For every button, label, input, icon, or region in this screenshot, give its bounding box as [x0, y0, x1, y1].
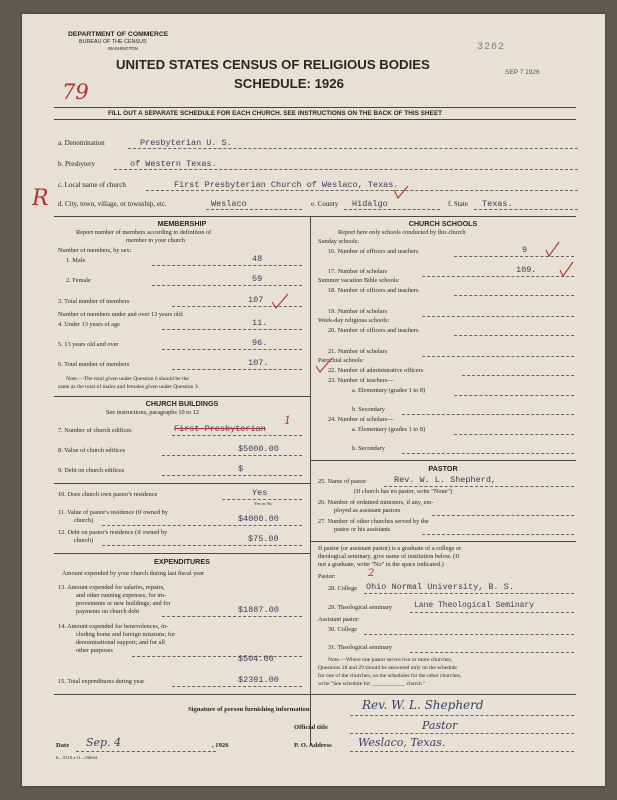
- received-stamp-number: 3262: [477, 42, 506, 53]
- bureau-name: BUREAU OF THE CENSUS: [79, 39, 147, 45]
- presbytery-value[interactable]: of Western Texas.: [130, 159, 217, 169]
- q13-label-1: 13. Amount expended for salaries, repairs,: [58, 584, 165, 591]
- q3-total-value[interactable]: 107: [248, 295, 264, 305]
- form-code: 6—5518 a 11—9664d: [56, 755, 97, 760]
- q2-female-value[interactable]: 59: [252, 274, 263, 284]
- pastor-red-mark: 2: [368, 568, 375, 579]
- q9-debt-value[interactable]: $: [238, 464, 244, 474]
- city-label: d. City, town, village, or township, etc.: [58, 200, 167, 208]
- red-check-marks: [22, 14, 605, 786]
- q6-total-label: 6. Total number of members: [58, 361, 130, 368]
- official-title-value[interactable]: Pastor: [422, 719, 458, 732]
- q25-label: 25. Name of pastor: [318, 478, 367, 485]
- sunday-schools-label: Sunday schools:: [318, 238, 360, 245]
- po-address-label: P. O. Address: [294, 742, 332, 749]
- q12-value[interactable]: $75.00: [248, 534, 279, 544]
- pastor-note-4: write "See schedule for ____________ church.": [318, 681, 426, 687]
- q7-edifices-label: 7. Number of church edifices: [58, 427, 132, 434]
- official-title-label: Official title: [294, 724, 328, 731]
- q13-label-4: payments on church debt: [76, 608, 140, 615]
- q5-over-13-value[interactable]: 96.: [252, 338, 268, 348]
- red-reference-number: 79: [62, 80, 89, 104]
- q8-value-label: 8. Value of church edifices: [58, 447, 126, 454]
- q5-over-13-label: 5. 13 years old and over: [58, 341, 119, 348]
- signature-value[interactable]: Rev. W. L. Shepherd: [362, 698, 484, 712]
- q16-value[interactable]: 9: [522, 245, 528, 255]
- q10-residence-value[interactable]: Yes: [252, 488, 268, 498]
- q11-label-2: church): [74, 517, 94, 524]
- signature-label: Signature of person furnishing information: [188, 706, 310, 713]
- check-mark-scholars: [560, 262, 573, 276]
- date-year: , 1926: [212, 742, 229, 749]
- assistant-pastor-label: Assistant pastor:: [318, 616, 360, 623]
- q4-under-13-label: 4. Under 13 years of age: [58, 321, 120, 328]
- q23-label: 23. Number of teachers—: [328, 377, 394, 384]
- q24b-label: b. Secondary: [352, 445, 385, 452]
- q28-value[interactable]: Ohio Normal University, B. S.: [366, 582, 514, 592]
- q14-value[interactable]: $504.00: [238, 654, 274, 664]
- date-label: Date: [56, 742, 70, 749]
- q7-edifices-value[interactable]: First Presbyterian: [174, 424, 266, 434]
- pastor-heading: PASTOR: [428, 464, 458, 473]
- membership-intro-2: member in your church: [126, 237, 185, 244]
- city-value[interactable]: Weslaco: [211, 199, 247, 209]
- buildings-heading: CHURCH BUILDINGS: [145, 399, 219, 408]
- q13-label-2: and other running expenses; for im-: [76, 592, 167, 599]
- schedule-instruction: FILL OUT A SEPARATE SCHEDULE FOR EACH CHURCH. SEE INSTRUCTIONS ON THE BACK OF THIS SHEET: [108, 110, 442, 117]
- q24a-label: a. Elementary (grades 1 to 8): [352, 426, 426, 433]
- q13-value[interactable]: $1887.00: [238, 605, 279, 615]
- pastor-note-3: for one of the churches; on the schedules for the other churches,: [318, 673, 462, 679]
- q28-label: 28. College: [328, 585, 358, 592]
- church-name-value[interactable]: First Presbyterian Church of Weslaco, Texas.: [174, 180, 399, 190]
- county-value[interactable]: Hidalgo: [352, 199, 388, 209]
- q12-label-2: church): [74, 537, 94, 544]
- membership-intro-1: Report number of members according to definition of: [76, 229, 212, 236]
- state-label: f. State: [448, 200, 468, 208]
- q8-value-value[interactable]: $5000.00: [238, 444, 279, 454]
- census-form-sheet: [22, 14, 605, 786]
- q17-value[interactable]: 109.: [516, 265, 537, 275]
- membership-note-2: same as the total of males and females given under Question 3.: [58, 384, 200, 390]
- q23a-label: a. Elementary (grades 1 to 8): [352, 387, 426, 394]
- q15-value[interactable]: $2391.00: [238, 675, 279, 685]
- q14-label-2: cluding home and foreign missions; for: [76, 631, 176, 638]
- q11-label-1: 11. Value of pastor's residence (if owned by: [58, 509, 168, 516]
- q3-total-label: 3. Total number of members: [58, 298, 130, 305]
- red-r-mark: R: [32, 186, 49, 211]
- po-address-value[interactable]: Weslaco, Texas.: [358, 736, 446, 749]
- q25-value[interactable]: Rev. W. L. Shepherd,: [394, 475, 497, 485]
- q30-label: 30. College: [328, 626, 358, 633]
- q21-label: 21. Number of scholars: [328, 348, 388, 355]
- q18-label: 18. Number of officers and teachers: [328, 287, 419, 294]
- received-stamp-date: SEP 7 1926: [505, 69, 540, 76]
- q9-debt-label: 9. Debt on church edifices: [58, 467, 125, 474]
- state-value[interactable]: Texas.: [482, 199, 513, 209]
- expenditures-heading: EXPENDITURES: [154, 557, 210, 566]
- graduate-instruction-3: not a graduate, write "No" in the space indicated.): [318, 561, 444, 568]
- pastor-education-label: Pastor:: [318, 573, 336, 580]
- members-by-sex-label: Number of members, by sex:: [58, 247, 132, 254]
- form-title: UNITED STATES CENSUS OF RELIGIOUS BODIES: [116, 57, 430, 72]
- county-label: e. County: [311, 200, 339, 208]
- membership-note-1: Note.—The total given under Question 6 should be the: [66, 376, 189, 382]
- q20-label: 20. Number of officers and teachers: [328, 327, 419, 334]
- pastor-note-1: Note.—Where one pastor serves two or more churches,: [328, 657, 453, 663]
- church-name-label: c. Local name of church: [58, 181, 126, 189]
- bureau-city: WASHINGTON: [108, 46, 139, 51]
- q27-label-2: pastor or his assistants: [334, 526, 391, 533]
- membership-heading: MEMBERSHIP: [157, 219, 207, 228]
- q14-label-1: 14. Amount expended for benevolences, in-: [58, 623, 168, 630]
- q31-label: 31. Theological seminary: [328, 644, 393, 651]
- check-mark-county: [394, 186, 408, 198]
- q22-label: 22. Number of administrative officers: [328, 367, 424, 374]
- q13-label-3: provements or new buildings; and for: [76, 600, 171, 607]
- weekday-schools-label: Week-day religious schools:: [318, 317, 390, 324]
- q12-label-1: 12. Debt on pastor's residence (if owned by: [58, 529, 168, 536]
- q6-total-value[interactable]: 107.: [248, 358, 269, 368]
- q27-label-1: 27. Number of other churches served by the: [318, 518, 429, 525]
- q19-label: 19. Number of scholars: [328, 308, 388, 315]
- graduate-instruction-1: If pastor (or assistant pastor) is a graduate of a college or: [318, 545, 462, 552]
- department-name: DEPARTMENT OF COMMERCE: [68, 31, 169, 38]
- denomination-value[interactable]: Presbyterian U. S.: [140, 138, 232, 148]
- q17-label: 17. Number of scholars: [328, 268, 388, 275]
- q1-male-value[interactable]: 48: [252, 254, 263, 264]
- q10-residence-label: 10. Does church own pastor's residence: [58, 491, 158, 498]
- buildings-intro: See instructions, paragraphs 10 to 12: [106, 409, 200, 416]
- q15-label: 15. Total expenditures during year: [58, 678, 145, 685]
- age-intro-label: Number of members under and over 13 years old:: [58, 311, 184, 318]
- denomination-label: a. Denomination: [58, 139, 105, 147]
- q2-female-label: 2. Female: [66, 277, 91, 284]
- q23b-label: b. Secondary: [352, 406, 385, 413]
- expenditures-intro: Amount expended by your church during last fiscal year: [62, 570, 204, 577]
- q24-label: 24. Number of scholars—: [328, 416, 394, 423]
- q25-note: (If church has no pastor, write "None"): [354, 488, 453, 495]
- schedule-title: SCHEDULE: 1926: [234, 76, 344, 91]
- pastor-note-2: Questions 28 and 29 should be answered only on the schedule: [318, 665, 457, 671]
- q14-label-4: other purposes: [76, 647, 113, 654]
- graduate-instruction-2: theological seminary, give name of institution below. (If: [318, 553, 460, 560]
- q26-label-1: 26. Number of ordained ministers, if any, em-: [318, 499, 434, 506]
- presbytery-label: b. Presbytery: [58, 160, 95, 168]
- q11-value[interactable]: $4000.00: [238, 514, 279, 524]
- check-mark-sunday: [546, 242, 559, 256]
- schools-heading: CHURCH SCHOOLS: [408, 219, 478, 228]
- q26-label-2: ployed as assistant pastors: [334, 507, 401, 514]
- q14-label-3: denominational support; and for all: [76, 639, 165, 646]
- check-mark-pastor: [316, 358, 332, 372]
- check-mark-total: [272, 294, 288, 308]
- q4-under-13-value[interactable]: 11.: [252, 318, 268, 328]
- q29-label: 29. Theological seminary: [328, 604, 393, 611]
- parochial-schools-label: Parochial schools:: [318, 357, 364, 364]
- schools-intro: Report here only schools conducted by this church: [338, 229, 466, 236]
- date-value[interactable]: Sep. 4: [86, 736, 122, 749]
- summer-schools-label: Summer vacation Bible schools:: [318, 277, 400, 284]
- q1-male-label: 1. Male: [66, 257, 86, 264]
- q16-label: 16. Number of officers and teachers: [328, 248, 419, 255]
- q29-value[interactable]: Lane Theological Seminary: [414, 601, 535, 610]
- q10-yes-no-hint: Yes or No: [254, 501, 273, 506]
- q7-red-mark: 1: [284, 414, 291, 427]
